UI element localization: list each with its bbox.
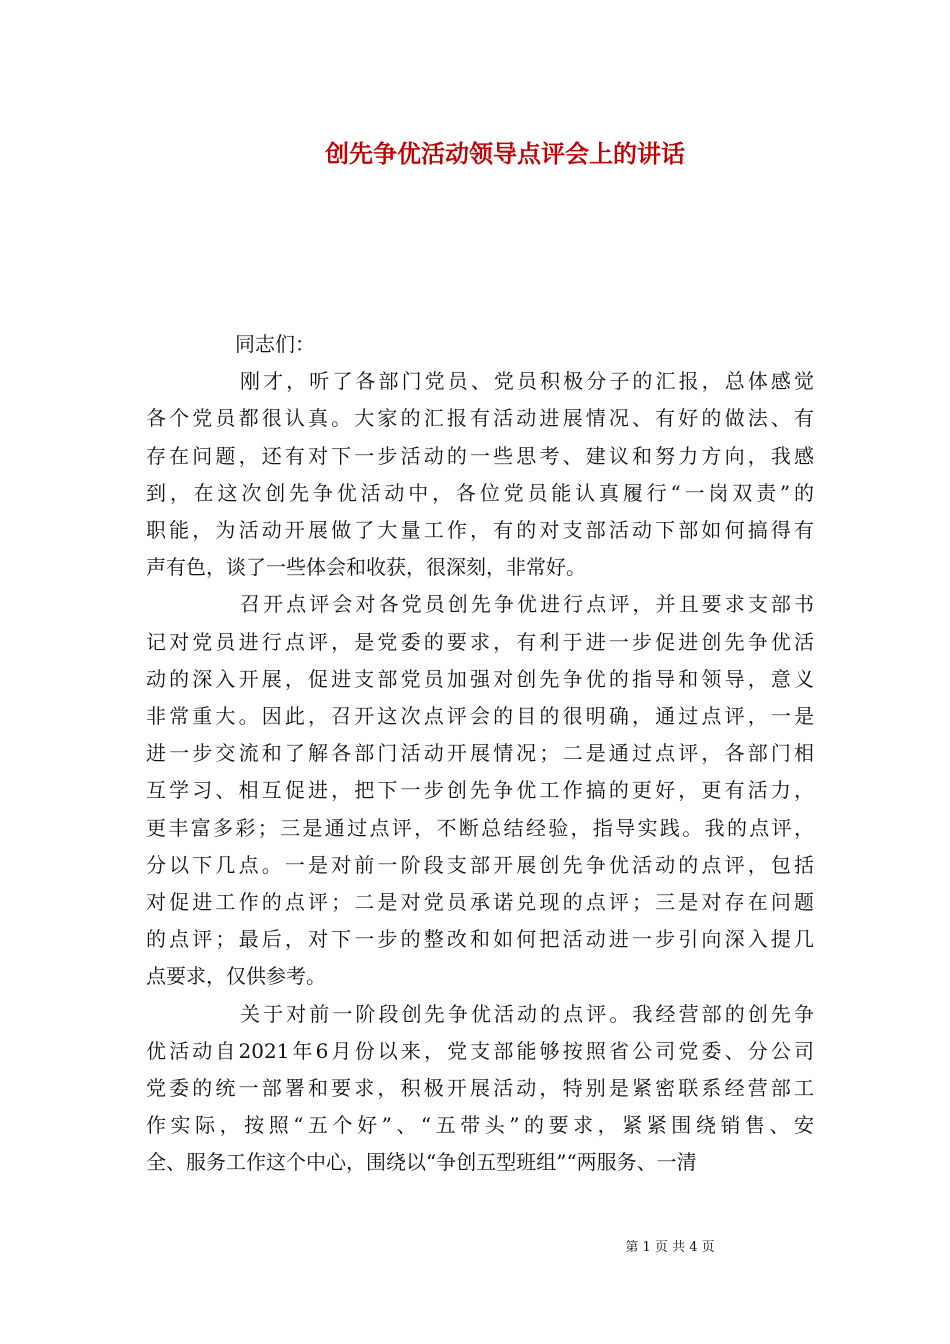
paragraph-line: 作实际，按照“五个好”、“五带头”的要求，紧紧围绕销售、安 [146, 1113, 814, 1138]
paragraph-line: 关于对前一阶段创先争优活动的点评。我经营部的创先争 [240, 1001, 814, 1026]
document-body [146, 326, 814, 1182]
paragraph-line: 分以下几点。一是对前一阶段支部开展创先争优活动的点评，包括 [146, 852, 814, 877]
paragraph-line: 的点评；最后，对下一步的整改和如何把活动进一步引向深入提几 [146, 927, 814, 952]
paragraph-line: 进一步交流和了解各部门活动开展情况；二是通过点评，各部门相 [146, 741, 814, 766]
paragraph-line: 记对党员进行点评，是党委的要求，有利于进一步促进创先争优活 [146, 629, 814, 654]
paragraphs [146, 363, 814, 1181]
paragraph-line: 全、服务工作这个中心，围绕以“争创五型班组”“两服务、一清 [146, 1150, 697, 1175]
paragraph-line: 动的深入开展，促进支部党员加强对创先争优的指导和领导，意义 [146, 666, 814, 691]
paragraph-line: 存在问题，还有对下一步活动的一些思考、建议和努力方向，我感 [146, 443, 814, 468]
paragraph-line: 刚才，听了各部门党员、党员积极分子的汇报，总体感觉 [240, 369, 814, 394]
document-title: 创先争优活动领导点评会上的讲话 [325, 139, 685, 168]
paragraph-line: 对促进工作的点评；二是对党员承诺兑现的点评；三是对存在问题 [146, 890, 814, 915]
paragraph-line: 优活动自2021年6月份以来，党支部能够按照省公司党委、分公司 [146, 1038, 814, 1063]
paragraph [146, 586, 814, 995]
paragraph-line: 各个党员都很认真。大家的汇报有活动进展情况、有好的做法、有 [146, 406, 814, 431]
paragraph [146, 363, 814, 586]
paragraph-line: 非常重大。因此，召开这次点评会的目的很明确，通过点评，一是 [146, 704, 814, 729]
paragraph-line: 点要求，仅供参考。 [146, 964, 326, 989]
page-number: 第 1 页 共 4 页 [625, 1240, 715, 1255]
paragraph-line: 职能，为活动开展做了大量工作，有的对支部活动下部如何搞得有 [146, 518, 814, 543]
paragraph-line: 召开点评会对各党员创先争优进行点评，并且要求支部书 [240, 592, 814, 617]
paragraph-line: 声有色，谈了一些体会和收获，很深刻，非常好。 [146, 555, 586, 580]
paragraph-line: 更丰富多彩；三是通过点评，不断总结经验，指导实践。我的点评， [146, 815, 814, 840]
paragraph-line: 互学习、相互促进，把下一步创先争优工作搞的更好，更有活力， [146, 778, 814, 803]
paragraph [146, 996, 814, 1182]
paragraph-line: 到，在这次创先争优活动中，各位党员能认真履行“一岗双责”的 [146, 480, 814, 505]
paragraph-line: 党委的统一部署和要求，积极开展活动，特别是紧密联系经营部工 [146, 1076, 814, 1101]
salutation: 同志们： [235, 332, 315, 356]
